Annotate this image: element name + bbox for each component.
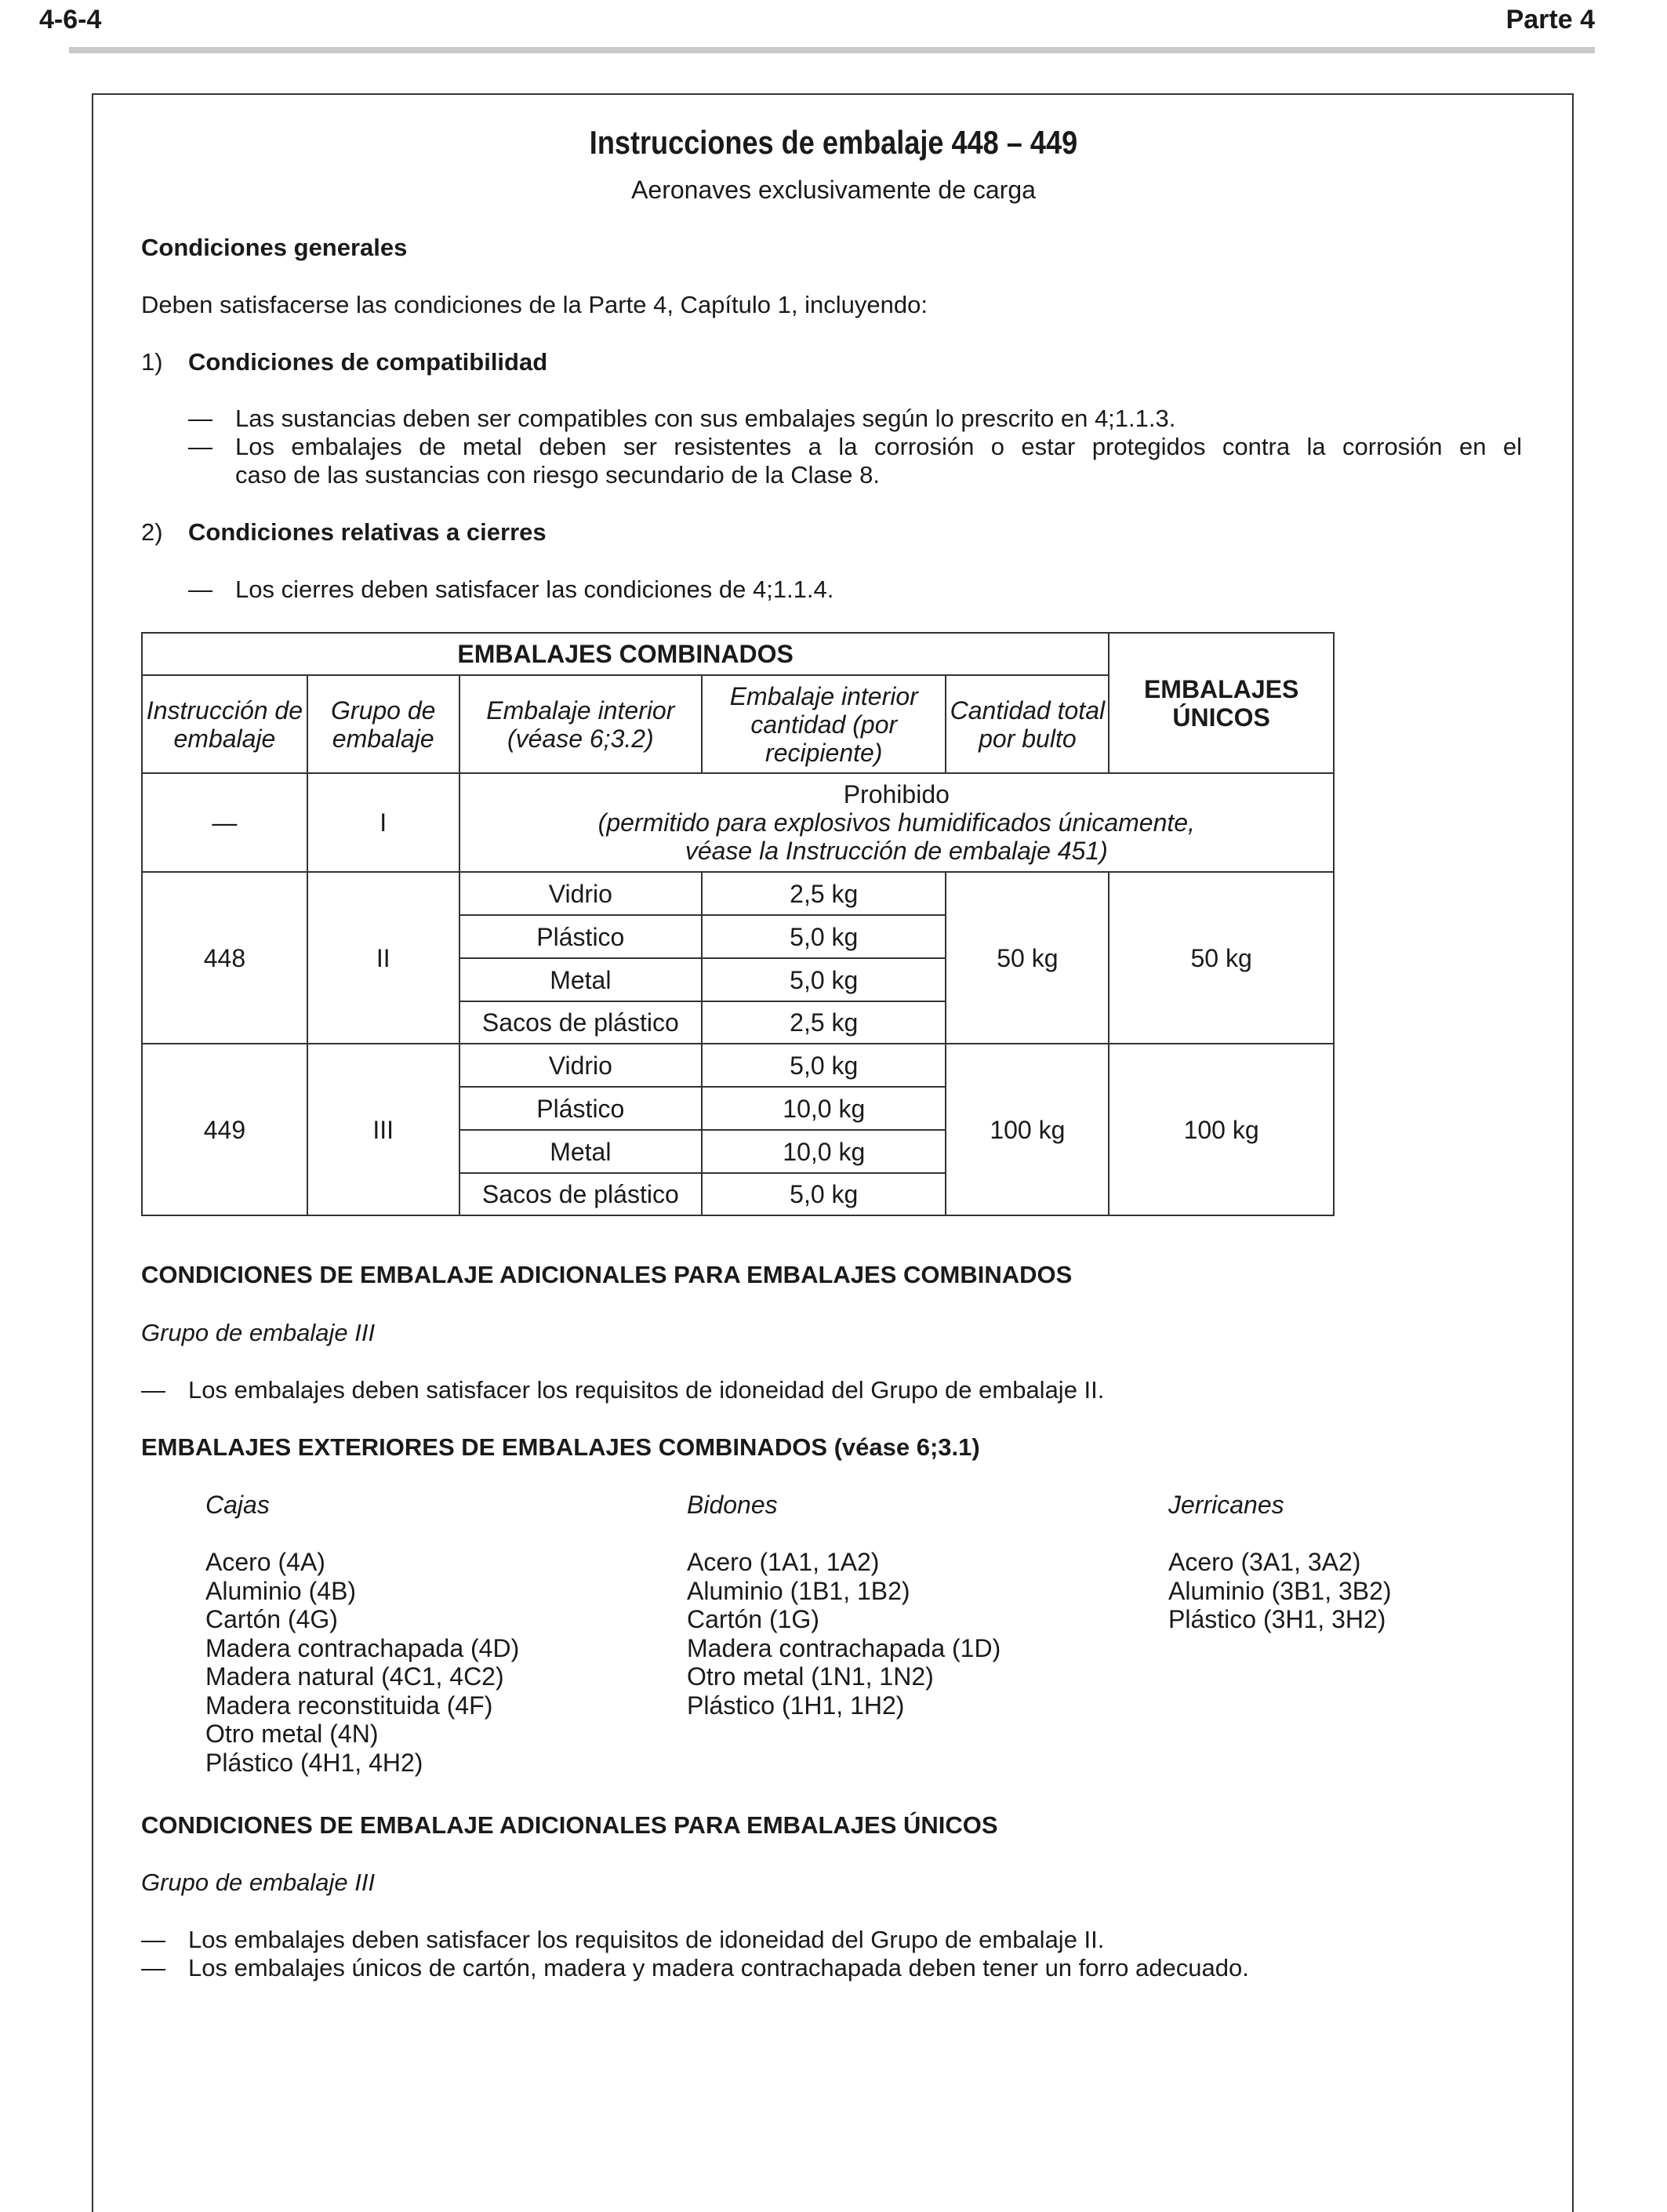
list-item: Otro metal (1N1, 1N2) (687, 1662, 934, 1691)
inner-qty: 10,0 kg (702, 1130, 946, 1173)
page-subtitle: Aeronaves exclusivamente de carga (631, 176, 1036, 204)
single-448: 50 kg (1109, 872, 1334, 1044)
list-item: Aluminio (1B1, 1B2) (687, 1576, 910, 1605)
list-item: Acero (4A) (205, 1548, 325, 1576)
combined-bullet-1: Los embalajes deben satisfacer los requisitos de idoneidad del Grupo de embalaje II. (188, 1376, 1105, 1404)
item1-bullet-1: Las sustancias deben ser compatibles con sus embalajes según lo prescrito en 4;1.1.3. (235, 405, 1176, 432)
list-item: Madera reconstituida (4F) (205, 1691, 493, 1720)
single-header: EMBALAJES ÚNICOS (1109, 633, 1334, 773)
list-item: Aluminio (4B) (205, 1576, 357, 1605)
combined-group-label: Grupo de embalaje III (141, 1319, 376, 1346)
col-inner-qty-header: Embalaje interior cantidad (por recipiente) (702, 675, 946, 773)
item1-bullet-2-cont: caso de las sustancias con riesgo secundario de la Clase 8. (235, 461, 880, 489)
single-bullet-1: Los embalajes deben satisfacer los requisitos de idoneidad del Grupo de embalaje II. (188, 1926, 1105, 1953)
forbidden-line-1: Prohibido (843, 780, 950, 808)
list-item: Plástico (3H1, 3H2) (1168, 1605, 1386, 1633)
inner-qty: 5,0 kg (702, 1173, 946, 1215)
inner-type: Vidrio (459, 872, 702, 915)
list-item: Acero (1A1, 1A2) (687, 1548, 880, 1576)
list-item: Madera contrachapada (4D) (205, 1633, 520, 1662)
item1-number: 1) (141, 348, 163, 376)
group-449: III (307, 1044, 459, 1215)
inner-type: Sacos de plástico (459, 1001, 702, 1044)
general-heading: Condiciones generales (141, 234, 408, 261)
dash: — (141, 1926, 165, 1953)
single-449: 100 kg (1109, 1044, 1334, 1215)
inner-qty: 2,5 kg (702, 872, 946, 915)
dash: — (141, 1376, 165, 1404)
single-conditions-heading: CONDICIONES DE EMBALAJE ADICIONALES PARA EMBALAJES ÚNICOS (141, 1811, 998, 1839)
instruction-449: 449 (142, 1044, 307, 1215)
item2-number: 2) (141, 518, 163, 546)
item2-heading: Condiciones relativas a cierres (188, 518, 547, 546)
col-group-header: Grupo de embalaje (307, 675, 459, 773)
inner-qty: 5,0 kg (702, 958, 946, 1001)
general-intro: Deben satisfacerse las condiciones de la Parte 4, Capítulo 1, incluyendo: (141, 291, 928, 318)
packing-table (141, 632, 1335, 1216)
forbidden-line-3: véase la Instrucción de embalaje 451) (685, 837, 1108, 865)
outer-column-jerricanes (1168, 1491, 1392, 1634)
combined-header: EMBALAJES COMBINADOS (142, 633, 1109, 675)
list-item: Plástico (1H1, 1H2) (687, 1691, 905, 1720)
forbidden-line-2: (permitido para explosivos humidificados únicamente, (597, 808, 1195, 837)
page-number: 4-6-4 (39, 5, 102, 35)
combined-conditions-heading: CONDICIONES DE EMBALAJE ADICIONALES PARA EMBALAJES COMBINADOS (141, 1261, 1073, 1288)
forbidden-cell (459, 773, 1334, 872)
outer-heading: EMBALAJES EXTERIORES DE EMBALAJES COMBINADOS (véase 6;3.1) (141, 1433, 980, 1461)
header-rule (69, 47, 1595, 53)
total-448: 50 kg (946, 872, 1109, 1044)
list-item: Aluminio (3B1, 3B2) (1168, 1576, 1392, 1605)
instruction-448: 448 (142, 872, 307, 1044)
inner-type: Plástico (459, 915, 702, 958)
single-group-label: Grupo de embalaje III (141, 1869, 376, 1896)
col-total-header: Cantidad total por bulto (946, 675, 1109, 773)
dash: — (188, 576, 212, 603)
col-instruction-header: Instrucción de embalaje (142, 675, 307, 773)
list-item: Madera natural (4C1, 4C2) (205, 1662, 504, 1691)
inner-type: Metal (459, 958, 702, 1001)
forbidden-instruction: — (142, 773, 307, 872)
inner-qty: 2,5 kg (702, 1001, 946, 1044)
forbidden-group: I (307, 773, 459, 872)
total-449: 100 kg (946, 1044, 1109, 1215)
list-item: Cartón (4G) (205, 1605, 338, 1633)
item1-heading: Condiciones de compatibilidad (188, 348, 548, 376)
inner-type: Metal (459, 1130, 702, 1173)
part-label: Parte 4 (1505, 5, 1595, 35)
inner-type: Sacos de plástico (459, 1173, 702, 1215)
single-bullet-2: Los embalajes únicos de cartón, madera y madera contrachapada deben tener un forro adecuado. (188, 1954, 1249, 1981)
col-inner-header: Embalaje interior (véase 6;3.2) (459, 675, 702, 773)
inner-type: Plástico (459, 1087, 702, 1130)
outer-column-cajas (205, 1491, 519, 1777)
column-title: Bidones (687, 1491, 778, 1519)
dash: — (188, 405, 212, 432)
inner-qty: 10,0 kg (702, 1087, 946, 1130)
dash: — (188, 433, 212, 460)
list-item: Acero (3A1, 3A2) (1168, 1548, 1361, 1576)
list-item: Plástico (4H1, 4H2) (205, 1748, 423, 1777)
item2-bullet-1: Los cierres deben satisfacer las condiciones de 4;1.1.4. (235, 576, 834, 603)
list-item: Otro metal (4N) (205, 1720, 379, 1748)
list-item: Madera contrachapada (1D) (687, 1633, 1001, 1662)
outer-column-bidones (687, 1491, 1001, 1720)
list-item: Cartón (1G) (687, 1605, 819, 1633)
inner-qty: 5,0 kg (702, 915, 946, 958)
page-title: Instrucciones de embalaje 448 – 449 (589, 124, 1078, 161)
inner-type: Vidrio (459, 1044, 702, 1087)
column-title: Jerricanes (1168, 1491, 1284, 1519)
column-title: Cajas (205, 1491, 270, 1519)
group-448: II (307, 872, 459, 1044)
inner-qty: 5,0 kg (702, 1044, 946, 1087)
dash: — (141, 1954, 165, 1981)
item1-bullet-2: Los embalajes de metal deben ser resistentes a la corrosión o estar protegidos contra la corrosión en el (235, 433, 1522, 460)
